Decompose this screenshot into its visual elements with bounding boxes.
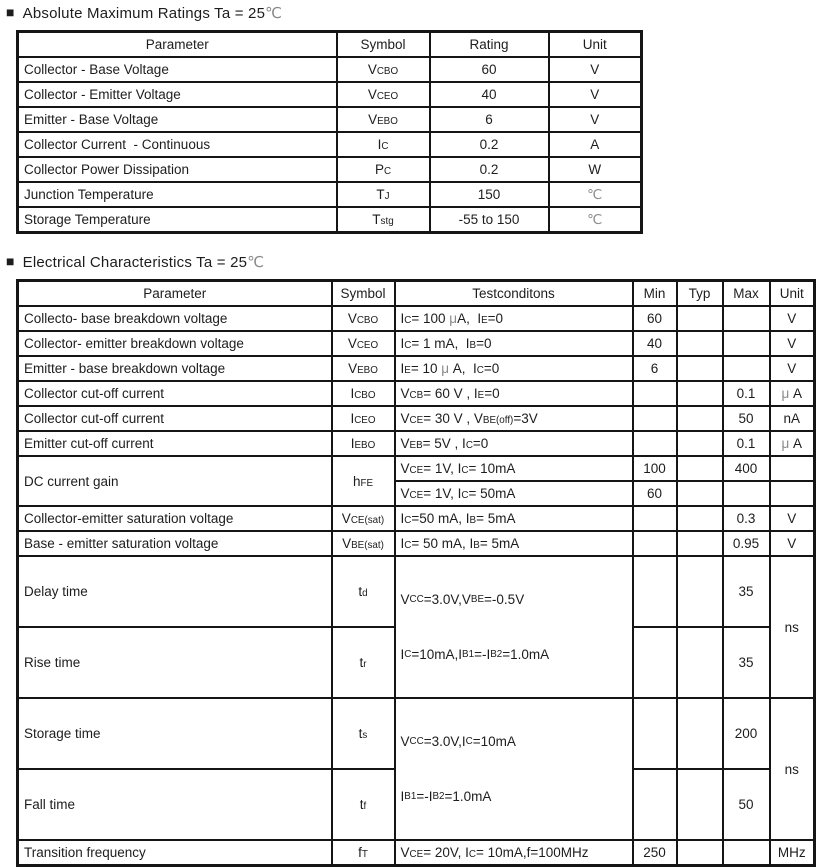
table-row: [18, 431, 815, 456]
cell-typ: [677, 481, 723, 506]
cell-testconditions: IE= 10 μ A, IC=0: [395, 356, 633, 381]
cell-symbol: ts: [332, 698, 395, 769]
cell-min: [633, 698, 677, 769]
testcondition-line: V CC =3.0V,V BE =-0.5V: [400, 592, 525, 607]
cell-min: 100: [633, 456, 677, 481]
testcondition-line: I C =10mA,I B1 =-I B2 =1.0mA: [400, 647, 550, 662]
cell-parameter: Emitter - base breakdown voltage: [18, 356, 332, 381]
cell-typ: [677, 456, 723, 481]
col-header-min: Min: [633, 281, 677, 307]
table-row: [18, 406, 815, 431]
section-bullet-icon: ■: [6, 253, 15, 269]
cell-testconditions: [395, 698, 633, 840]
cell-testconditions: VCE= 20V, IC= 10mA,f=100MHz: [395, 840, 633, 866]
cell-min: 250: [633, 840, 677, 866]
col-header-testconditions: Testconditons: [395, 281, 633, 307]
table-row: [18, 207, 642, 233]
cell-parameter: Collector- emitter breakdown voltage: [18, 331, 332, 356]
cell-typ: [677, 698, 723, 769]
cell-symbol: td: [332, 556, 395, 627]
cell-typ: [677, 406, 723, 431]
cell-unit: nA: [770, 406, 815, 431]
cell-rating: 40: [430, 82, 549, 107]
table-row: [18, 182, 642, 207]
cell-max: 35: [723, 627, 770, 698]
testcondition-line: I B1 =-I B2 =1.0mA: [400, 789, 492, 804]
cell-rating: 6: [430, 107, 549, 132]
cell-unit: A: [549, 132, 642, 157]
cell-symbol: tr: [332, 627, 395, 698]
cell-unit: V: [549, 57, 642, 82]
cell-parameter: Storage time: [18, 698, 332, 769]
cell-unit: ℃: [549, 182, 642, 207]
table-row: [18, 531, 815, 556]
cell-parameter: Collector cut-off current: [18, 381, 332, 406]
section-title-text: Absolute Maximum Ratings Ta = 25℃: [22, 5, 283, 22]
cell-parameter: Transition frequency: [18, 840, 332, 866]
cell-rating: 0.2: [430, 157, 549, 182]
cell-max: [723, 306, 770, 331]
cell-unit: [770, 456, 815, 481]
cell-unit: V: [770, 531, 815, 556]
cell-unit: V: [770, 331, 815, 356]
cell-max: [723, 481, 770, 506]
cell-max: 0.95: [723, 531, 770, 556]
cell-max: 0.1: [723, 431, 770, 456]
cell-max: 50: [723, 406, 770, 431]
cell-max: [723, 331, 770, 356]
cell-typ: [677, 381, 723, 406]
cell-testconditions: VEB= 5V , IC=0: [395, 431, 633, 456]
col-header-parameter: Parameter: [18, 281, 332, 307]
cell-min: [633, 506, 677, 531]
cell-min: [633, 556, 677, 627]
cell-parameter: DC current gain: [18, 456, 332, 506]
col-header-unit: Unit: [770, 281, 815, 307]
col-header-symbol: Symbol: [337, 32, 430, 58]
cell-symbol: IC: [337, 132, 430, 157]
cell-max: 50: [723, 769, 770, 840]
table-row: [18, 356, 815, 381]
cell-symbol: IEBO: [332, 431, 395, 456]
table-row: [18, 57, 642, 82]
cell-rating: -55 to 150: [430, 207, 549, 233]
cell-parameter: Collector-emitter saturation voltage: [18, 506, 332, 531]
cell-unit: ns: [770, 556, 815, 698]
cell-symbol: VCBO: [337, 57, 430, 82]
table-row: [18, 107, 642, 132]
cell-typ: [677, 431, 723, 456]
cell-typ: [677, 627, 723, 698]
cell-unit: V: [770, 356, 815, 381]
cell-typ: [677, 769, 723, 840]
cell-unit: MHz: [770, 840, 815, 866]
cell-min: 6: [633, 356, 677, 381]
cell-unit: V: [770, 306, 815, 331]
cell-testconditions: VCE= 30 V , VBE(off)=3V: [395, 406, 633, 431]
cell-unit: μ A: [770, 381, 815, 406]
cell-symbol: Tstg: [337, 207, 430, 233]
table-row: [18, 456, 815, 481]
cell-unit: V: [770, 506, 815, 531]
cell-parameter: Collector - Base Voltage: [18, 57, 337, 82]
col-header-max: Max: [723, 281, 770, 307]
cell-parameter: Collecto- base breakdown voltage: [18, 306, 332, 331]
cell-testconditions: IC= 100 μA, IE=0: [395, 306, 633, 331]
cell-symbol: ICEO: [332, 406, 395, 431]
electrical-characteristics-title: [6, 253, 821, 271]
cell-testconditions: VCE= 1V, IC= 10mA: [395, 456, 633, 481]
cell-symbol: VBE(sat): [332, 531, 395, 556]
table-row: [18, 840, 815, 866]
cell-max: [723, 840, 770, 866]
cell-parameter: Storage Temperature: [18, 207, 337, 233]
table-row: [18, 331, 815, 356]
testcondition-line: V CC =3.0V,I C =10mA: [400, 734, 516, 749]
cell-min: 60: [633, 306, 677, 331]
col-header-parameter: Parameter: [18, 32, 337, 58]
cell-symbol: VCE(sat): [332, 506, 395, 531]
col-header-rating: Rating: [430, 32, 549, 58]
cell-parameter: Collector - Emitter Voltage: [18, 82, 337, 107]
cell-unit: ℃: [549, 207, 642, 233]
cell-min: [633, 431, 677, 456]
cell-symbol: fT: [332, 840, 395, 866]
cell-parameter: Delay time: [18, 556, 332, 627]
col-header-typ: Typ: [677, 281, 723, 307]
electrical-characteristics-table: [16, 279, 816, 867]
col-header-unit: Unit: [549, 32, 642, 58]
table-row: [18, 306, 815, 331]
cell-min: 60: [633, 481, 677, 506]
cell-symbol: VEBO: [337, 107, 430, 132]
absolute-max-ratings-table: [16, 30, 643, 234]
table-row: [18, 132, 642, 157]
table-row: [18, 157, 642, 182]
cell-testconditions: IC= 1 mA, IB=0: [395, 331, 633, 356]
cell-rating: 150: [430, 182, 549, 207]
cell-testconditions: VCE= 1V, IC= 50mA: [395, 481, 633, 506]
cell-testconditions: VCB= 60 V , IE=0: [395, 381, 633, 406]
cell-symbol: VCEO: [332, 331, 395, 356]
header-row: [18, 32, 642, 58]
cell-max: 0.3: [723, 506, 770, 531]
cell-unit: μ A: [770, 431, 815, 456]
cell-unit: V: [549, 107, 642, 132]
cell-max: [723, 356, 770, 381]
cell-unit: V: [549, 82, 642, 107]
cell-max: 35: [723, 556, 770, 627]
cell-parameter: Fall time: [18, 769, 332, 840]
cell-typ: [677, 840, 723, 866]
table-row: [18, 381, 815, 406]
col-header-symbol: Symbol: [332, 281, 395, 307]
cell-symbol: VEBO: [332, 356, 395, 381]
cell-min: [633, 531, 677, 556]
cell-rating: 0.2: [430, 132, 549, 157]
cell-parameter: Emitter cut-off current: [18, 431, 332, 456]
table-row: [18, 556, 815, 627]
section-title-text: Electrical Characteristics Ta = 25℃: [22, 254, 265, 271]
cell-min: [633, 381, 677, 406]
table-row: [18, 506, 815, 531]
cell-parameter: Junction Temperature: [18, 182, 337, 207]
cell-typ: [677, 556, 723, 627]
section-bullet-icon: ■: [6, 4, 15, 20]
cell-unit: [770, 481, 815, 506]
cell-parameter: Collector cut-off current: [18, 406, 332, 431]
cell-symbol: tf: [332, 769, 395, 840]
cell-unit: ns: [770, 698, 815, 840]
cell-symbol: TJ: [337, 182, 430, 207]
cell-parameter: Base - emitter saturation voltage: [18, 531, 332, 556]
cell-symbol: hFE: [332, 456, 395, 506]
cell-min: [633, 406, 677, 431]
cell-typ: [677, 531, 723, 556]
cell-unit: W: [549, 157, 642, 182]
cell-symbol: ICBO: [332, 381, 395, 406]
cell-symbol: PC: [337, 157, 430, 182]
header-row: [18, 281, 815, 307]
table-row: [18, 698, 815, 769]
cell-min: 40: [633, 331, 677, 356]
cell-testconditions: IC= 50 mA, IB= 5mA: [395, 531, 633, 556]
cell-parameter: Collector Current - Continuous: [18, 132, 337, 157]
cell-symbol: VCBO: [332, 306, 395, 331]
cell-typ: [677, 331, 723, 356]
cell-parameter: Rise time: [18, 627, 332, 698]
table-row: [18, 82, 642, 107]
cell-testconditions: IC=50 mA, IB= 5mA: [395, 506, 633, 531]
cell-typ: [677, 506, 723, 531]
cell-max: 200: [723, 698, 770, 769]
cell-typ: [677, 306, 723, 331]
cell-typ: [677, 356, 723, 381]
cell-parameter: Collector Power Dissipation: [18, 157, 337, 182]
cell-rating: 60: [430, 57, 549, 82]
cell-parameter: Emitter - Base Voltage: [18, 107, 337, 132]
absolute-max-ratings-title: [6, 4, 821, 22]
cell-symbol: VCEO: [337, 82, 430, 107]
cell-min: [633, 627, 677, 698]
cell-max: 0.1: [723, 381, 770, 406]
cell-min: [633, 769, 677, 840]
cell-max: 400: [723, 456, 770, 481]
cell-testconditions: [395, 556, 633, 698]
